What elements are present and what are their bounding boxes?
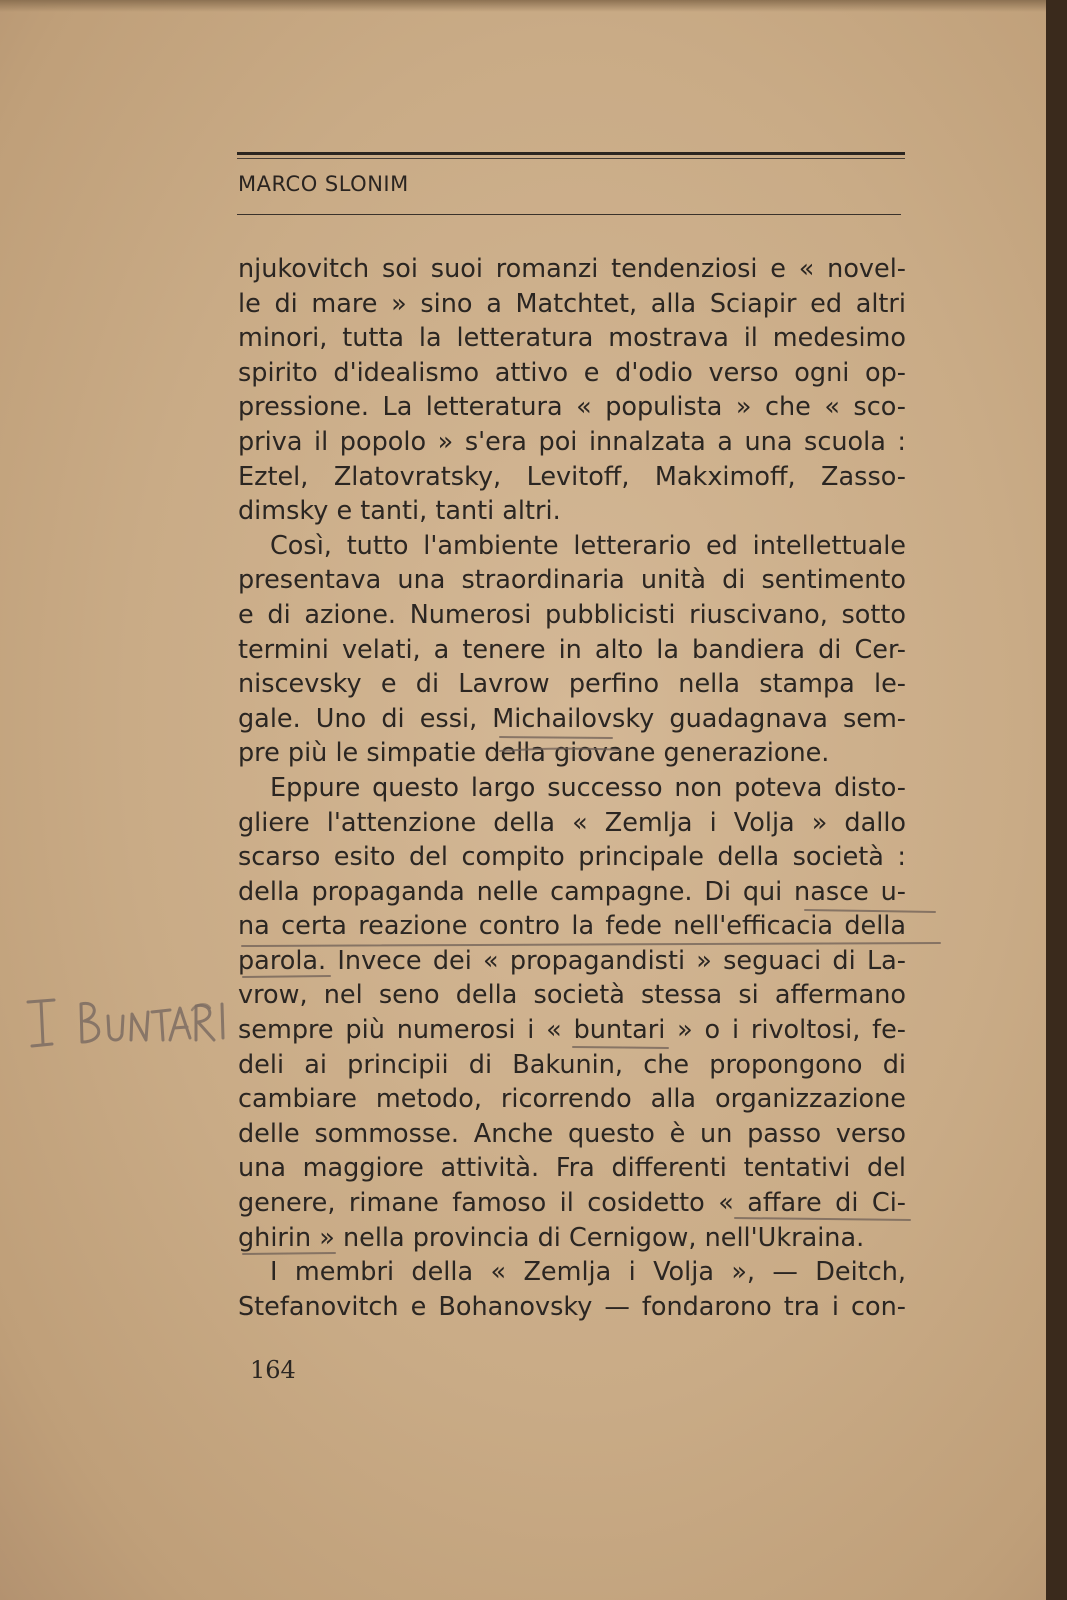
text-line: Così, tutto l'ambiente letterario ed intellettuale	[270, 530, 906, 561]
text-line: scarso esito del compito principale della società :	[238, 842, 906, 873]
text-line: sempre più numerosi i « buntari » o i rivoltosi, fe-	[238, 1015, 906, 1046]
header-underline	[237, 214, 901, 215]
text-line: deli ai principii di Bakunin, che propongono di	[238, 1049, 906, 1080]
page-top-shadow	[0, 0, 1046, 12]
text-line: njukovitch soi suoi romanzi tendenziosi e « novel-	[238, 254, 906, 284]
text-line: na certa reazione contro la fede nell'efficacia della	[238, 911, 906, 942]
text-line: priva il popolo » s'era poi innalzata a una scuola :	[238, 426, 906, 457]
text-line: gale. Uno di essi, Michailovsky guadagnava sem-	[238, 703, 906, 734]
text-line: Eppure questo largo successo non poteva disto-	[270, 772, 906, 803]
header-rule-thin	[237, 158, 905, 159]
text-line: Eztel, Zlatovratsky, Levitoff, Makximoff, Zasso-	[238, 461, 906, 492]
text-line: I membri della « Zemlja i Volja », — Deitch,	[270, 1257, 906, 1288]
text-line: gliere l'attenzione della « Zemlja i Volja » dallo	[238, 807, 906, 838]
text-line: Stefanovitch e Bohanovsky — fondarono tra i con-	[238, 1291, 906, 1322]
text-line: cambiare metodo, ricorrendo alla organizzazione	[238, 1084, 906, 1115]
text-line: pre più le simpatie della giovane generazione.	[238, 738, 830, 769]
text-line: pressione. La letteratura « populista » che « sco-	[238, 392, 906, 423]
text-line: minori, tutta la letteratura mostrava il medesimo	[238, 323, 906, 354]
text-line: presentava una straordinaria unità di sentimento	[238, 565, 906, 596]
text-line: termini velati, a tenere in alto la bandiera di Cer-	[238, 634, 906, 665]
text-line: delle sommosse. Anche questo è un passo verso	[238, 1118, 906, 1149]
text-line: ghirin » nella provincia di Cernigow, nell'Ukraina.	[238, 1222, 865, 1253]
body-text	[238, 252, 906, 1324]
header-rule	[237, 152, 905, 155]
text-line: e di azione. Numerosi pubblicisti riuscivano, sotto	[238, 599, 906, 630]
running-head: MARCO SLONIM	[238, 172, 409, 196]
page-number: 164	[250, 1356, 296, 1384]
text-line: niscevsky e di Lavrow perfino nella stampa le-	[238, 669, 906, 700]
text-line: spirito d'idealismo attivo e d'odio verso ogni op-	[238, 357, 906, 388]
text-line: della propaganda nelle campagne. Di qui nasce u-	[238, 876, 906, 907]
text-line: le di mare » sino a Matchtet, alla Sciapir ed altri	[238, 288, 906, 319]
text-line: dimsky e tanti, tanti altri.	[238, 496, 561, 527]
text-line: genere, rimane famoso il cosidetto « affare di Ci-	[238, 1188, 906, 1219]
handwritten-margin-note	[24, 990, 244, 1060]
text-line: parola. Invece dei « propagandisti » seguaci di La-	[238, 945, 906, 976]
text-line: vrow, nel seno della società stessa si affermano	[238, 980, 906, 1011]
text-line: una maggiore attività. Fra differenti tentativi del	[238, 1153, 906, 1184]
